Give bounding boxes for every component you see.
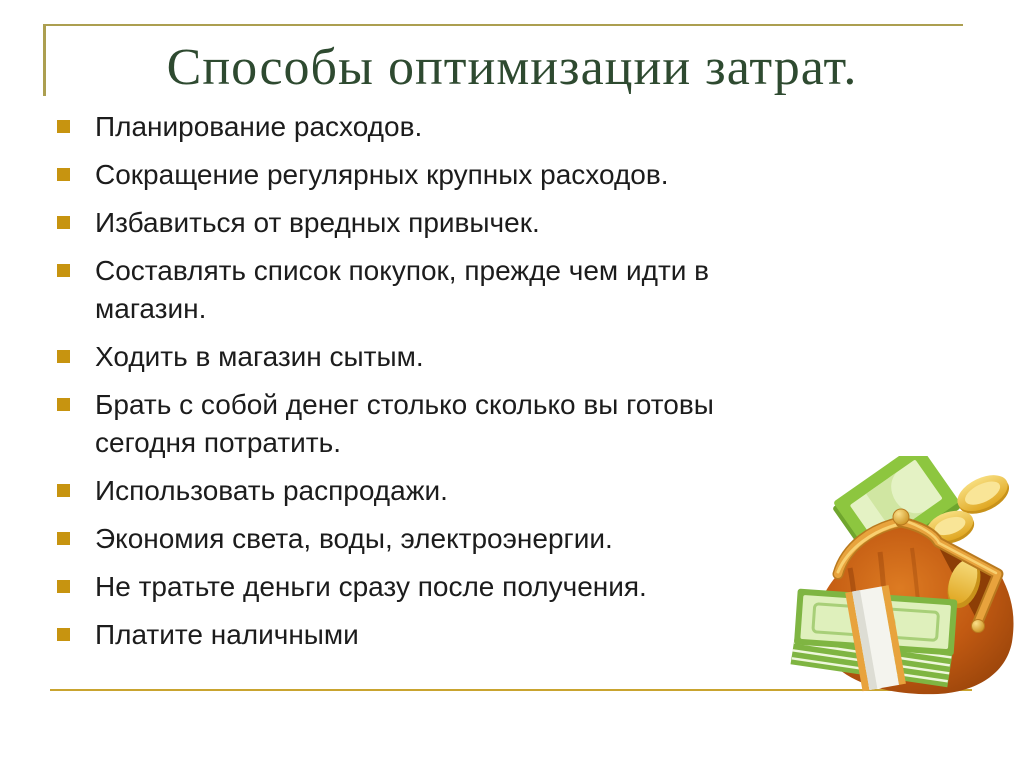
bullet-square-icon (57, 120, 70, 133)
bullet-text: Экономия света, воды, электроэнергии. (95, 523, 613, 554)
bullet-text: Брать с собой денег столько сколько вы готовы сегодня потратить. (95, 389, 714, 458)
bullet-text: Сокращение регулярных крупных расходов. (95, 159, 669, 190)
bullet-text: Планирование расходов. (95, 111, 423, 142)
bullet-square-icon (57, 350, 70, 363)
purse-money-illustration (788, 456, 1020, 698)
bullet-text: Ходить в магазин сытым. (95, 341, 424, 372)
bullet-square-icon (57, 216, 70, 229)
slide-title: Способы оптимизации затрат. (166, 39, 858, 96)
left-border-line (43, 24, 46, 96)
list-item (57, 338, 937, 376)
bullet-square-icon (57, 580, 70, 593)
list-item (57, 252, 937, 328)
bullet-square-icon (57, 484, 70, 497)
list-item (57, 156, 937, 194)
bullet-square-icon (57, 628, 70, 641)
bullet-text: Составлять список покупок, прежде чем идти в магазин. (95, 255, 710, 324)
list-item (57, 108, 937, 146)
bullet-square-icon (57, 532, 70, 545)
bullet-text: Использовать распродажи. (95, 475, 448, 506)
list-item (57, 386, 937, 462)
bullet-text: Платите наличными (95, 619, 359, 650)
bullet-square-icon (57, 264, 70, 277)
bullet-square-icon (57, 168, 70, 181)
bullet-text: Избавиться от вредных привычек. (95, 207, 540, 238)
bullet-square-icon (57, 398, 70, 411)
bullet-text: Не тратьте деньги сразу после получения. (95, 571, 647, 602)
top-border-line (43, 24, 963, 26)
list-item (57, 204, 937, 242)
